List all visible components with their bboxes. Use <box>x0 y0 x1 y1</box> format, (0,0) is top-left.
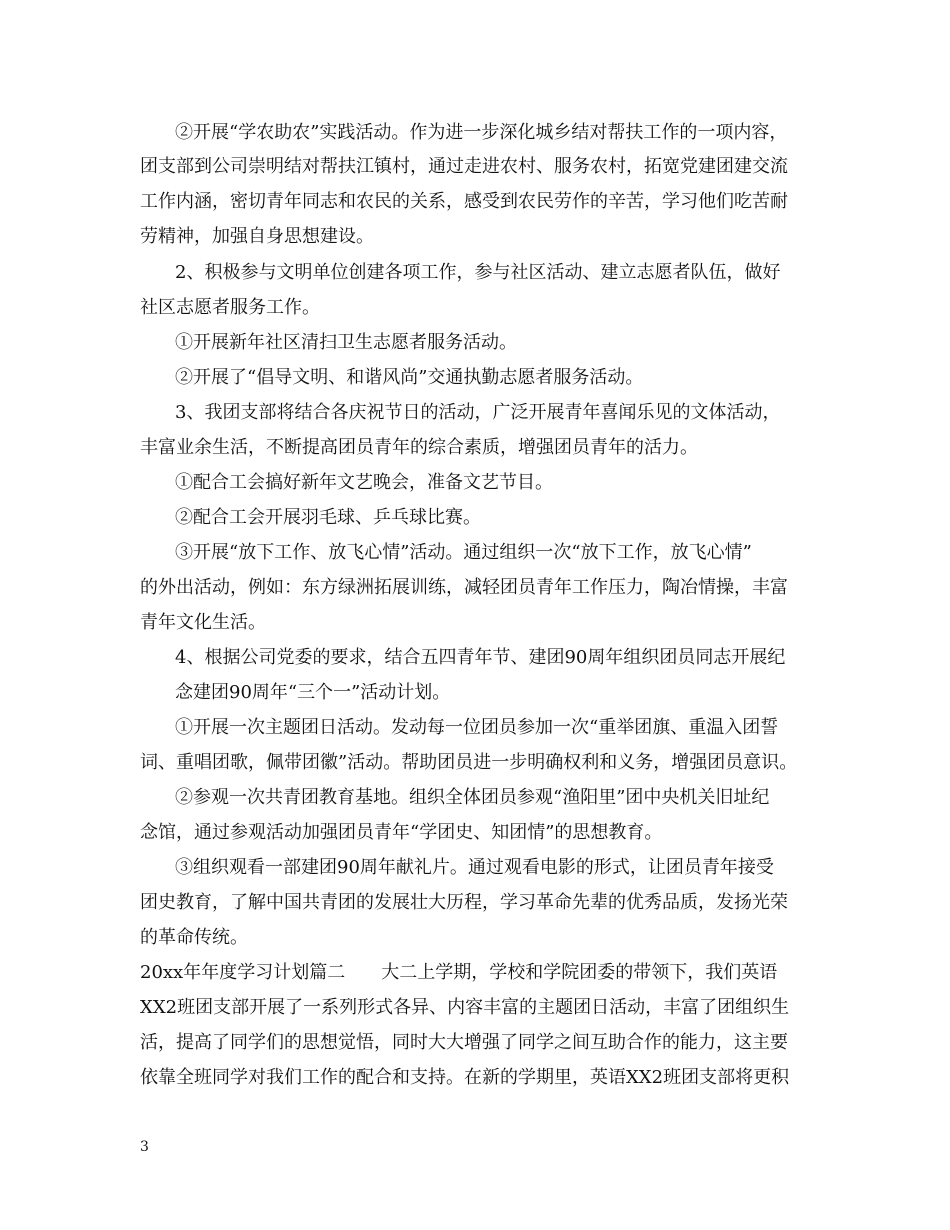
text-line: ③开展“放下工作、放飞心情”活动。通过组织一次“放下工作，放飞心情” <box>175 542 752 563</box>
text-line: ③组织观看一部建团90周年献礼片。通过观看电影的形式，让团员青年接受 <box>175 857 774 878</box>
text-line: ②配合工会开展羽毛球、乒乓球比赛。 <box>175 507 481 528</box>
text-line: 2、积极参与文明单位创建各项工作，参与社区活动、建立志愿者队伍，做好 <box>175 262 781 283</box>
text-line: 的外出活动，例如：东方绿洲拓展训练，减轻团员青年工作压力，陶冶情操，丰富 <box>140 577 788 598</box>
text-line: XX2班团支部开展了一系列形式各异、内容丰富的主题团日活动，丰富了团组织生 <box>140 997 790 1018</box>
text-line: 4、根据公司党委的要求，结合五四青年节、建团90周年组织团员同志开展纪 <box>175 647 786 668</box>
text-line: 的革命传统。 <box>140 927 248 948</box>
text-line: 念建团90周年“三个一”活动计划。 <box>175 682 451 703</box>
text-line: 活，提高了同学们的思想觉悟，同时大大增强了同学之间互助合作的能力，这主要 <box>140 1032 788 1053</box>
text-line: 工作内涵，密切青年同志和农民的关系，感受到农民劳作的辛苦，学习他们吃苦耐 <box>140 191 788 212</box>
text-line: 3、我团支部将结合各庆祝节日的活动，广泛开展青年喜闻乐见的文体活动， <box>175 402 781 423</box>
text-line: 团史教育，了解中国共青团的发展壮大历程，学习革命先辈的优秀品质，发扬光荣 <box>140 892 788 913</box>
text-line: 劳精神，加强自身思想建设。 <box>140 226 374 247</box>
text-line: 丰富业余生活，不断提高团员青年的综合素质，增强团员青年的活力。 <box>140 437 698 458</box>
text-line: 社区志愿者服务工作。 <box>140 297 320 318</box>
text-line: ②开展“学农助农”实践活动。作为进一步深化城乡结对帮扶工作的一项内容， <box>175 122 788 143</box>
text-line: 20xx年年度学习计划篇二 大二上学期，学校和学院团委的带领下，我们英语 <box>140 962 778 983</box>
text-line: ②开展了“倡导文明、和谐风尚”交通执勤志愿者服务活动。 <box>175 367 644 388</box>
page-number: 3 <box>140 1139 149 1155</box>
text-line: ①开展一次主题团日活动。发动每一位团员参加一次“重举团旗、重温入团誓 <box>175 717 779 738</box>
text-line: 团支部到公司崇明结对帮扶江镇村，通过走进农村、服务农村，拓宽党建团建交流 <box>140 156 788 177</box>
text-line: 念馆，通过参观活动加强团员青年“学团史、知团情”的思想教育。 <box>140 822 663 843</box>
text-line: ①开展新年社区清扫卫生志愿者服务活动。 <box>175 332 517 353</box>
text-line: 词、重唱团歌，佩带团徽”活动。帮助团员进一步明确权利和义务，增强团员意识。 <box>140 752 798 773</box>
text-line: 依靠全班同学对我们工作的配合和支持。在新的学期里，英语XX2班团支部将更积 <box>140 1067 790 1088</box>
text-line: ①配合工会搞好新年文艺晚会，准备文艺节目。 <box>175 472 553 493</box>
text-line: ②参观一次共青团教育基地。组织全体团员参观“渔阳里”团中央机关旧址纪 <box>175 787 770 808</box>
text-line: 青年文化生活。 <box>140 612 266 633</box>
